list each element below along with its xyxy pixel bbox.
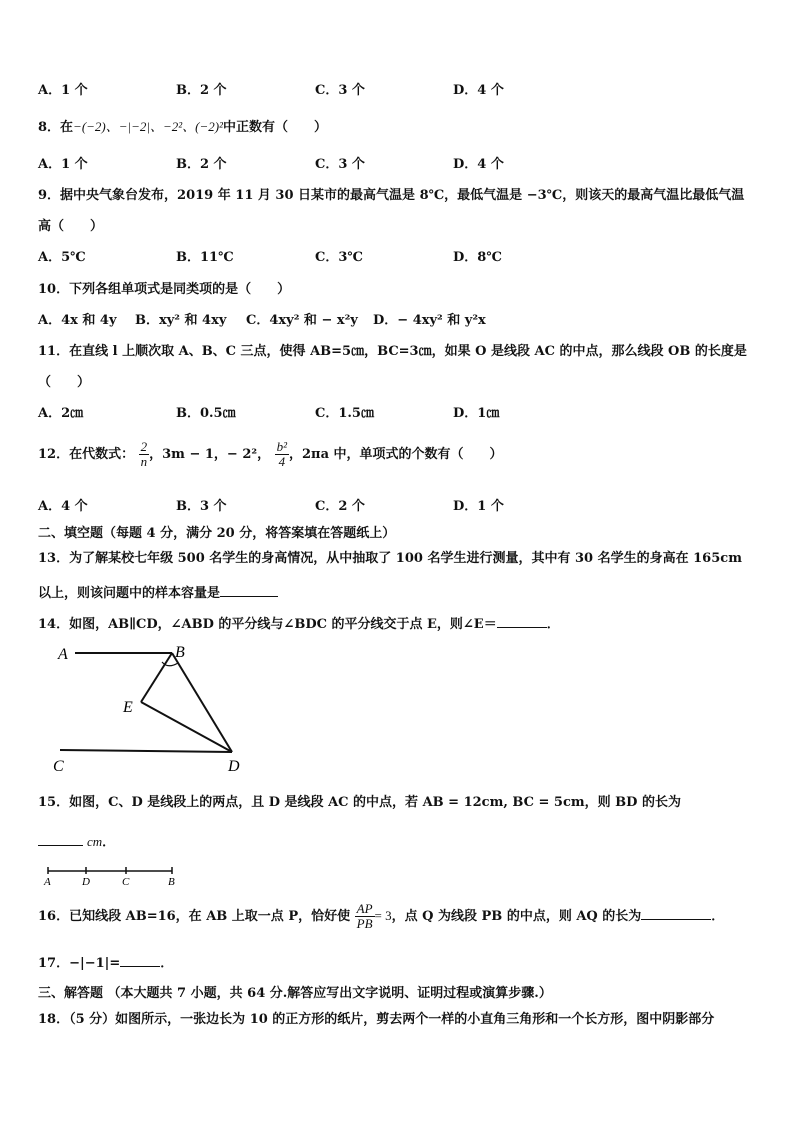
q16-suffix: ，点 Q 为线段 PB 的中点，则 AQ 的长为: [391, 909, 642, 924]
q14-label-a: A: [58, 646, 68, 663]
q8-option-d: D．4 个: [453, 157, 504, 172]
q12-frac2-denominator: 4: [278, 454, 286, 469]
q8-prefix: 8．在: [38, 120, 74, 135]
q9-stem-line2: 高（ ）: [38, 219, 104, 234]
q12-fraction-2-over-n: [139, 440, 150, 469]
q14-line-ed: [141, 702, 232, 752]
q11-stem-line1: 11．在直线 l 上顺次取 A、B、C 三点，使得 AB=5㎝，BC=3㎝，如果 O 是线段 AC 的中点，那么线段 OB 的长度是: [38, 344, 747, 359]
q12-frac1-denominator: n: [140, 454, 148, 469]
q17-stem: [38, 953, 173, 972]
q7-option-a: A．1 个: [38, 83, 88, 98]
q12-middle: ，3m − 1，− 2²，: [149, 447, 271, 462]
q9-option-c: C．3℃: [315, 250, 363, 265]
q14-answer-blank[interactable]: [497, 614, 547, 628]
q10-option-d: D．− 4xy² 和 y²x: [373, 313, 486, 328]
q15-stem-line2: [38, 832, 115, 851]
q8-option-c: C．3 个: [315, 157, 365, 172]
q15-stem-line1: 15．如图，C、D 是线段上的两点，且 D 是线段 AC 的中点，若 AB = 12cm, BC = 5cm，则 BD 的长为: [38, 795, 681, 810]
q7-option-b: B．2 个: [176, 83, 227, 98]
q11-option-d: D．1㎝: [453, 406, 500, 421]
q13-answer-blank[interactable]: [220, 583, 278, 597]
q8-option-a: A．1 个: [38, 157, 88, 172]
q15-figure: [40, 862, 185, 888]
q8-option-b: B．2 个: [176, 157, 227, 172]
q17-prefix: 17．−|−1|=: [38, 956, 121, 971]
q16-fraction-ap-over-pb: [355, 902, 375, 931]
q15-label-d: D: [82, 876, 90, 888]
q13-stem-line1: 13．为了解某校七年级 500 名学生的身高情况，从中抽取了 100 名学生进行测量，其中有 30 名学生的身高在 165cm: [38, 551, 742, 566]
q10-option-a: A．4x 和 4y: [38, 313, 117, 328]
q15-end: ．: [102, 835, 116, 850]
q17-end: ．: [160, 956, 174, 971]
q12-prefix: 12．在代数式：: [38, 447, 135, 462]
q13-line2-text: 以上，则该问题中的样本容量是: [38, 586, 221, 601]
q16-stem: [38, 898, 724, 935]
q14-label-c: C: [53, 758, 64, 775]
q9-option-d: D．8℃: [453, 250, 502, 265]
q14-line-be: [141, 653, 172, 702]
q11-option-c: C．1.5㎝: [315, 406, 374, 421]
q16-frac-numerator: AP: [356, 901, 373, 916]
q9-option-b: B．11℃: [176, 250, 234, 265]
q11-stem-line2: （ ）: [38, 375, 91, 390]
q7-option-c: C．3 个: [315, 83, 365, 98]
q14-end: ．: [546, 617, 560, 632]
q16-end: ．: [711, 909, 725, 924]
q12-option-b: B．3 个: [176, 499, 227, 514]
q12-frac1-numerator: 2: [140, 439, 148, 454]
q16-equals-3: = 3: [374, 908, 392, 923]
q15-unit: cm: [87, 834, 103, 849]
q18-stem-line1: 18．（5 分）如图所示，一张边长为 10 的正方形的纸片，剪去两个一样的小直角三角形和一个长方形，图中阴影部分: [38, 1012, 715, 1027]
q9-stem-line1: 9．据中央气象台发布，2019 年 11 月 30 日某市的最高气温是 8℃，最低气温是 −3℃，则该天的最高气温比最低气温: [38, 188, 745, 203]
q12-option-d: D．1 个: [453, 499, 504, 514]
q14-line-cd: [60, 750, 232, 752]
q12-frac2-numerator: b²: [276, 439, 288, 454]
q14-label-d: D: [228, 758, 240, 775]
q14-text: 14．如图，AB∥CD，∠ABD 的平分线与∠BDC 的平分线交于点 E，则∠E＝: [38, 617, 497, 632]
q13-stem-line2: [38, 583, 278, 602]
q8-expression: −(−2)、−|−2|、−2²、(−2)²: [73, 119, 223, 134]
q14-stem: [38, 614, 560, 633]
q14-label-e: E: [123, 699, 133, 716]
q14-line-bd: [172, 653, 232, 752]
q15-label-b: B: [168, 876, 175, 888]
q12-option-a: A．4 个: [38, 499, 88, 514]
q10-stem: 10．下列各组单项式是同类项的是（ ）: [38, 282, 291, 297]
q12-stem: [38, 440, 503, 470]
section2-heading: 二、填空题（每题 4 分，满分 20 分，将答案填在答题纸上）: [38, 526, 396, 541]
q15-label-c: C: [122, 876, 130, 888]
q17-answer-blank[interactable]: [120, 953, 160, 967]
q15-answer-blank[interactable]: [38, 832, 83, 846]
q14-figure: [50, 640, 260, 775]
q12-option-c: C．2 个: [315, 499, 365, 514]
q7-option-d: D．4 个: [453, 83, 504, 98]
q14-label-b: B: [175, 644, 185, 661]
q11-option-a: A．2㎝: [38, 406, 84, 421]
q15-label-a: A: [44, 876, 51, 888]
q10-option-c: C．4xy² 和 − x²y: [246, 313, 358, 328]
q16-frac-denominator: PB: [356, 916, 373, 931]
section3-heading: 三、解答题 （本大题共 7 小题，共 64 分.解答应写出文字说明、证明过程或演算步骤.）: [38, 986, 552, 1001]
q16-answer-blank[interactable]: [641, 906, 711, 920]
q8-stem: [38, 119, 327, 136]
q12-fraction-b2-over-4: [275, 440, 289, 469]
q8-suffix: 中正数有（ ）: [222, 120, 327, 135]
q11-option-b: B．0.5㎝: [176, 406, 236, 421]
q12-suffix: ，2πa 中，单项式的个数有（ ）: [289, 447, 503, 462]
q10-option-b: B．xy² 和 4xy: [135, 313, 227, 328]
q16-prefix: 16．已知线段 AB=16，在 AB 上取一点 P，恰好使: [38, 909, 351, 924]
q9-option-a: A．5℃: [38, 250, 86, 265]
